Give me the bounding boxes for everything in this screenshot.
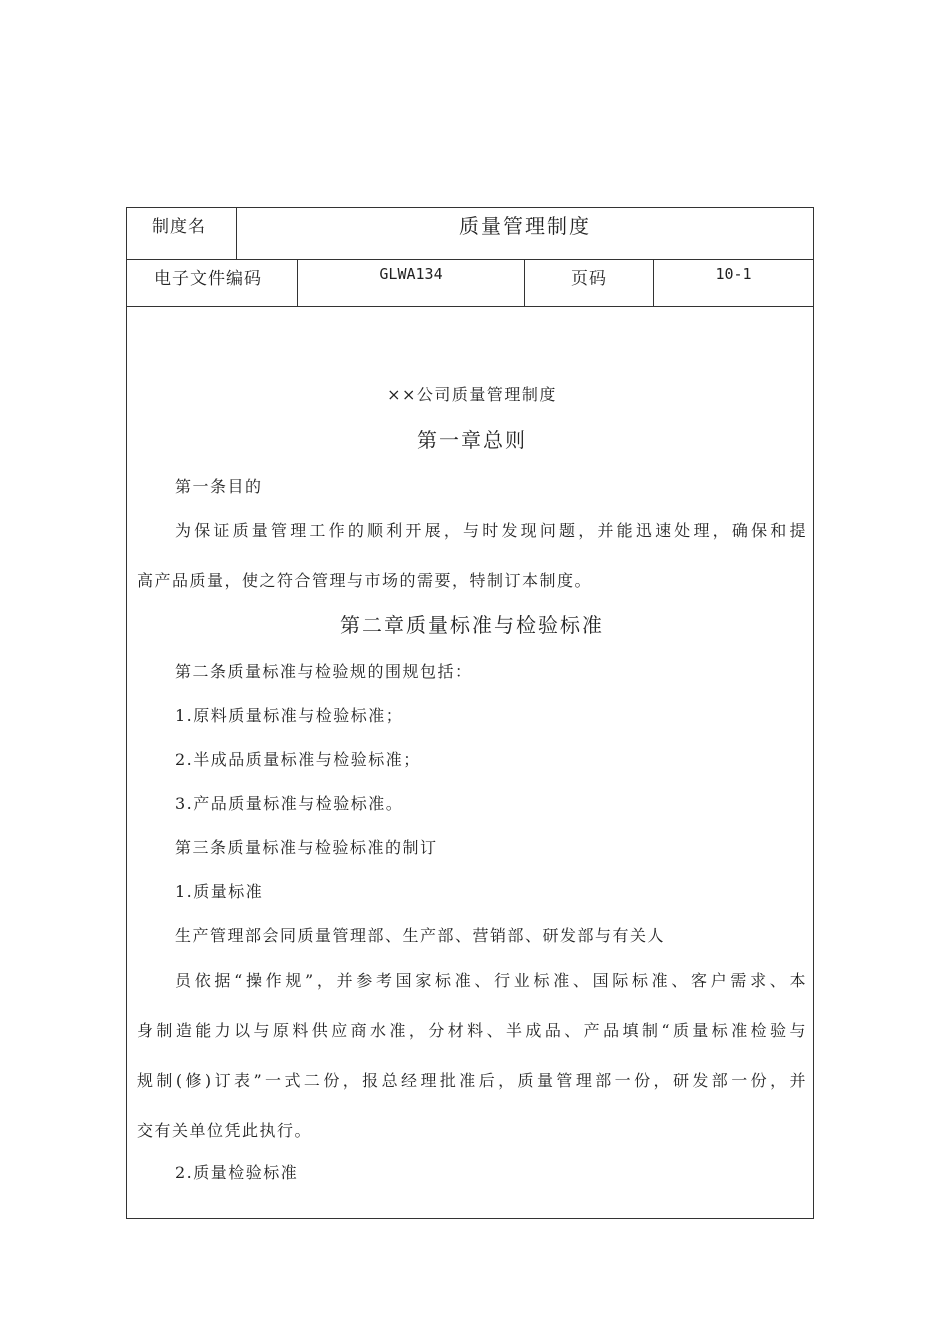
code-value: GLWA134: [298, 260, 525, 306]
list-item-1: 1.原料质量标准与检验标准；: [175, 706, 404, 725]
header-row-code: [127, 260, 813, 307]
paragraph-2-line-2: 员依据“操作规”，并参考国家标准、行业标准、国际标准、客户需求、本: [175, 971, 807, 990]
chapter-2-heading: 第二章质量标准与检验标准: [340, 613, 604, 637]
chapter-1-heading: 第一章总则: [417, 428, 527, 452]
page-value: 10-1: [715, 265, 752, 283]
page-label: 页码: [525, 260, 654, 306]
list-item-3: 3.产品质量标准与检验标准。: [175, 794, 404, 813]
article-3: 第三条质量标准与检验标准的制订: [175, 838, 438, 857]
paragraph-2-line-1: 生产管理部会同质量管理部、生产部、营销部、研发部与有关人: [175, 926, 666, 945]
document-frame: [126, 207, 814, 1219]
article-1: 第一条目的: [175, 477, 263, 496]
doc-title: ××公司质量管理制度: [387, 385, 557, 404]
list-item-2: 2.半成品质量标准与检验标准；: [175, 750, 421, 769]
name-label: 制度名: [127, 208, 237, 259]
article-2: 第二条质量标准与检验规的围规包括：: [175, 662, 473, 681]
code-label: 电子文件编码: [127, 260, 298, 306]
paragraph-1-line-2: 高产品质量，使之符合管理与市场的需要，特制订本制度。: [137, 571, 593, 590]
document-title-cell: 质量管理制度: [459, 214, 591, 238]
paragraph-2-line-5: 交有关单位凭此执行。: [137, 1121, 313, 1140]
paragraph-2-line-3: 身制造能力以与原料供应商水准，分材料、半成品、产品填制“质量标准检验与: [137, 1021, 807, 1040]
subsection-2: 2.质量检验标准: [175, 1163, 299, 1182]
subsection-1: 1.质量标准: [175, 882, 264, 901]
header-row-name: [127, 208, 813, 260]
paragraph-1-line-1: 为保证质量管理工作的顺利开展，与时发现问题，并能迅速处理，确保和提: [175, 521, 807, 540]
paragraph-2-line-4: 规制(修)订表”一式二份，报总经理批准后，质量管理部一份，研发部一份，并: [137, 1071, 807, 1090]
